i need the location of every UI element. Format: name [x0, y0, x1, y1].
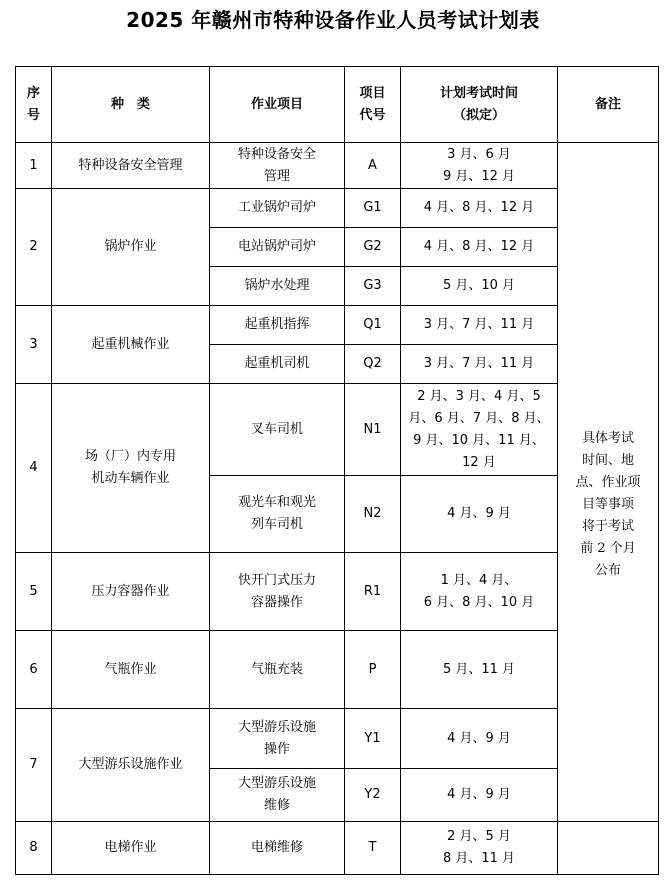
- category-cell: 压力容器作业: [52, 553, 210, 631]
- time-cell: 3 月、6 月 9 月、12 月: [401, 143, 558, 189]
- project-cell: 观光车和观光 列车司机: [210, 476, 345, 553]
- code-cell: A: [345, 143, 401, 189]
- category-cell: 电梯作业: [52, 822, 210, 875]
- page-title: 2025 年赣州市特种设备作业人员考试计划表: [126, 8, 540, 32]
- code-cell: T: [345, 822, 401, 875]
- project-cell: 快开门式压力 容器操作: [210, 553, 345, 631]
- time-cell: 3 月、7 月、11 月: [401, 306, 558, 345]
- time-cell: 5 月、10 月: [401, 267, 558, 306]
- time-cell: 4 月、9 月: [401, 709, 558, 769]
- project-cell: 特种设备安全 管理: [210, 143, 345, 189]
- category-cell: 大型游乐设施作业: [52, 709, 210, 822]
- header-note: 备注: [558, 67, 659, 143]
- project-cell: 锅炉水处理: [210, 267, 345, 306]
- code-cell: G1: [345, 189, 401, 228]
- code-cell: N2: [345, 476, 401, 553]
- category-cell: 锅炉作业: [52, 189, 210, 306]
- table-body: [16, 143, 659, 875]
- code-cell: R1: [345, 553, 401, 631]
- project-cell: 起重机指挥: [210, 306, 345, 345]
- header-seq: 序 号: [16, 67, 52, 143]
- header-category: 种 类: [52, 67, 210, 143]
- note-cell: [558, 822, 659, 875]
- seq-cell: 3: [16, 306, 52, 384]
- table-row: [16, 189, 659, 228]
- project-cell: 叉车司机: [210, 384, 345, 476]
- time-cell: 4 月、9 月: [401, 476, 558, 553]
- note-cell: [558, 143, 659, 189]
- time-cell: 4 月、9 月: [401, 769, 558, 822]
- time-cell: 2 月、3 月、4 月、5 月、6 月、7 月、8 月、 9 月、10 月、11 月、 12 月: [401, 384, 558, 476]
- project-cell: 起重机司机: [210, 345, 345, 384]
- time-cell: 5 月、11 月: [401, 631, 558, 709]
- seq-cell: 2: [16, 189, 52, 306]
- time-cell: 2 月、5 月 8 月、11 月: [401, 822, 558, 875]
- code-cell: Q1: [345, 306, 401, 345]
- header-time: 计划考试时间 （拟定）: [401, 67, 558, 143]
- code-cell: P: [345, 631, 401, 709]
- code-cell: G2: [345, 228, 401, 267]
- code-cell: G3: [345, 267, 401, 306]
- project-cell: 气瓶充装: [210, 631, 345, 709]
- code-cell: N1: [345, 384, 401, 476]
- header-project: 作业项目: [210, 67, 345, 143]
- category-cell: 气瓶作业: [52, 631, 210, 709]
- project-cell: 电站锅炉司炉: [210, 228, 345, 267]
- table-row: [16, 143, 659, 189]
- project-cell: 大型游乐设施 操作: [210, 709, 345, 769]
- seq-cell: 8: [16, 822, 52, 875]
- code-cell: Y1: [345, 709, 401, 769]
- table-row: [16, 822, 659, 875]
- category-cell: 场（厂）内专用 机动车辆作业: [52, 384, 210, 553]
- seq-cell: 1: [16, 143, 52, 189]
- exam-plan-table: [15, 66, 659, 875]
- seq-cell: 4: [16, 384, 52, 553]
- time-cell: 3 月、7 月、11 月: [401, 345, 558, 384]
- project-cell: 工业锅炉司炉: [210, 189, 345, 228]
- seq-cell: 6: [16, 631, 52, 709]
- category-cell: 起重机械作业: [52, 306, 210, 384]
- seq-cell: 7: [16, 709, 52, 822]
- header-row: [16, 67, 659, 143]
- time-cell: 1 月、4 月、 6 月、8 月、10 月: [401, 553, 558, 631]
- header-code: 项目 代号: [345, 67, 401, 143]
- category-cell: 特种设备安全管理: [52, 143, 210, 189]
- project-cell: 大型游乐设施 维修: [210, 769, 345, 822]
- note-cell: 具体考试 时间、地 点、作业项 目等事项 将于考试 前 2 个月 公布: [558, 189, 659, 822]
- code-cell: Q2: [345, 345, 401, 384]
- time-cell: 4 月、8 月、12 月: [401, 189, 558, 228]
- time-cell: 4 月、8 月、12 月: [401, 228, 558, 267]
- code-cell: Y2: [345, 769, 401, 822]
- project-cell: 电梯维修: [210, 822, 345, 875]
- seq-cell: 5: [16, 553, 52, 631]
